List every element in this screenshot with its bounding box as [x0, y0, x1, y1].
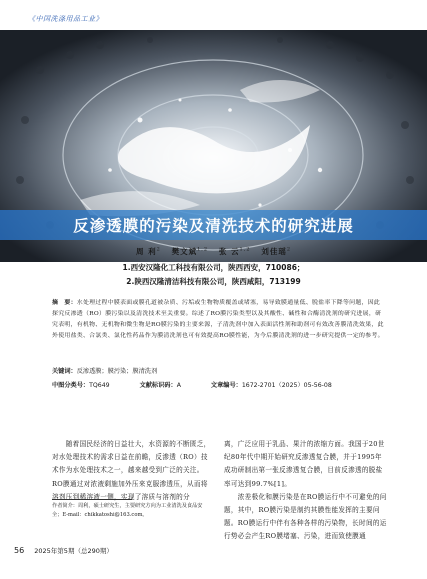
author-list: [0, 246, 427, 257]
clc-number: TQ649: [89, 382, 110, 389]
author: 刘佳瑶$^2$: [261, 246, 292, 256]
author: 张 云$^{1,2}$: [218, 246, 251, 256]
body-paragraph: 离，广泛应用于乳品、果汁的浓缩方面。我国于20世纪80年代中期开始研究反渗透复合膜，并于1995年成功研制出第一张反渗透复合膜，目前反渗透的脱盐率可达到99.7%[1]。: [224, 440, 385, 488]
abstract: [52, 298, 384, 342]
abstract-text: 水处理过程中膜表面或膜孔道被杂质、污垢或生物物质覆盖或堵塞，易导致膜通量低、脱盐率下降等问题，因此探究反渗透（RO）膜污染以及清洗技术至关重要。综述了RO膜污染类型以及其酸性、碱性和合酶清洗剂的研究进展，研究表明，有机物、无机物和微生物是RO膜污染的主要来源，子清洗剂中加入表面活性剂和助剂可有效改善膜清洗效果，此外使用盐类、合氯类、氯化性药品作为膜清洗剂也可有效提高RO膜性能，为今后膜清洗剂的进一步研究提供一定的参考。: [52, 300, 384, 340]
author: 周 利$^2$: [135, 246, 161, 256]
title-band: [0, 210, 427, 240]
issue-info: 2025年第5期（总290期）: [34, 547, 113, 555]
journal-name: 《中国洗涤用品工业》: [28, 15, 103, 23]
article-title: 反渗透膜的污染及清洗技术的研究进展: [73, 217, 354, 235]
keywords: [52, 366, 157, 375]
abstract-label: 摘 要：: [52, 300, 77, 306]
footnote-divider: [52, 499, 132, 500]
classification-line: 中图分类号：TQ649 文献标识码：A 文章编号：1672-2701（2025）05-56-08: [52, 382, 332, 389]
affiliation-1: 1.西安汉隆化工科技有限公司，陕西西安，710086；: [122, 263, 305, 272]
body-paragraph: 浓差极化和膜污染是在RO膜运行中不可避免的问题，其中，RO膜污染是制约其膜性能发挥的主要问题。RO膜运行中伴有各种各样的污染物，长时间的运行势必会产生RO膜堵塞、污染，进而致使膜通: [224, 492, 387, 541]
page-footer: [14, 546, 113, 555]
article-number: 1672-2701（2025）05-56-08: [241, 382, 332, 389]
body-column-right: [224, 438, 388, 544]
page-number: 56: [14, 546, 25, 555]
document-code: A: [176, 382, 181, 389]
author-footnote: 作者简介：周利，硕士研究生，主要研究方向为工业清洗及食品安全；E-mail：chikkatoshi@163.com。: [52, 503, 203, 518]
affiliation-2: 2.陕西汉隆清洁科技有限公司，陕西咸阳，713199: [126, 277, 301, 286]
author: 樊文斌$^{1,2}$: [171, 246, 209, 256]
keywords-text: 反渗透膜；膜污染；膜清洗剂: [76, 368, 158, 375]
body-column-left: 随着国民经济的日益壮大，水资源的不断匮乏，对水处理技术的需求日益在前瞻，反渗透（RO）技术作为水处理技术之一，越来越受到广泛的关注。RO膜通过对浓液剩施加外压来克服渗透压，从而将溶剂压到稀溶液一侧，实现了溶质与溶剂的分: [52, 440, 211, 501]
keywords-label: 关键词：: [52, 368, 77, 375]
